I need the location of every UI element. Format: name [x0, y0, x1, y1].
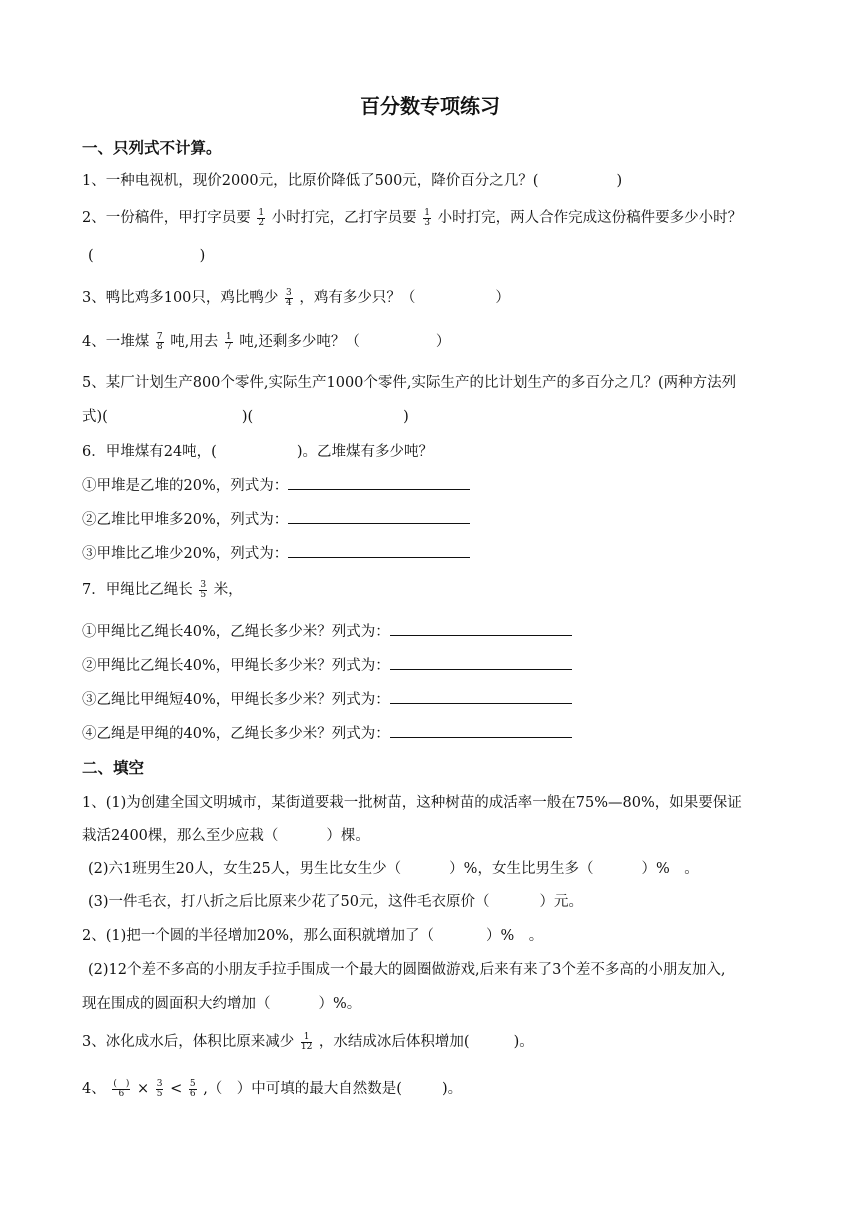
fraction: $\frac{1}{7}$	[225, 331, 232, 352]
fraction: $\frac{1}{12}$	[300, 1031, 313, 1052]
question-6-item: ③甲堆比乙堆少20%，列式为：	[82, 542, 470, 563]
fraction: $\frac{1}{2}$	[258, 207, 265, 228]
question-7-item: ③乙绳比甲绳短40%，甲绳长多少米？列式为：	[82, 688, 572, 709]
fill-1-2: (2)六1班男生20人，女生25人，男生比女生少（ ）%，女生比男生多（ ）% 。	[88, 861, 699, 877]
fraction: $\frac{3}{4}$	[286, 287, 292, 308]
answer-line	[288, 475, 470, 490]
question-7-item: ①甲绳比乙绳长40%，乙绳长多少米？列式为：	[82, 620, 572, 641]
question-6-item: ①甲堆是乙堆的20%，列式为：	[82, 474, 470, 495]
fill-2-2-line-2: 现在围成的圆面积大约增加（ ）%。	[82, 996, 362, 1012]
question-6: 6．甲堆煤有24吨，( )。乙堆煤有多少吨？	[82, 444, 433, 460]
fraction: $\frac{5}{6}$	[189, 1078, 196, 1099]
fraction: $\frac{3}{5}$	[156, 1078, 163, 1099]
fraction: $\frac{( )}{6}$	[113, 1078, 130, 1099]
fill-1-1-line-2: 栽活2400棵，那么至少应栽（ ）棵。	[82, 828, 370, 844]
answer-line	[390, 621, 572, 636]
page-title: 百分数专项练习	[360, 94, 500, 118]
answer-line	[390, 723, 572, 738]
answer-line	[390, 689, 572, 704]
fraction: $\frac{7}{8}$	[156, 331, 163, 352]
fraction: $\frac{3}{5}$	[200, 579, 207, 600]
question-3: 3、鸭比鸡多100只，鸡比鸭少 $\frac{3}{4}$ ，鸡有多少只？（ ）	[82, 287, 510, 308]
fill-2-1: 2、(1)把一个圆的半径增加20%，那么面积就增加了（ ）% 。	[82, 928, 544, 944]
question-2: 2、一份稿件，甲打字员要 $\frac{1}{2}$ 小时打完，乙打字员要 $\frac{1}{3}$ 小时打完，两人合作完成这份稿件要多少小时？	[82, 207, 743, 228]
fill-1-3: (3)一件毛衣，打八折之后比原来少花了50元，这件毛衣原价（ ）元。	[88, 894, 583, 910]
fraction: $\frac{1}{3}$	[424, 207, 431, 228]
fill-3: 3、冰化成水后，体积比原来减少 $\frac{1}{12}$ ，水结成冰后体积增加( )。	[82, 1031, 534, 1052]
answer-line	[288, 509, 470, 524]
section-2-heading: 二、填空	[82, 759, 145, 777]
question-4: 4、一堆煤 $\frac{7}{8}$ 吨,用去 $\frac{1}{7}$ 吨,还剩多少吨？（ ）	[82, 331, 451, 352]
fill-1-1-line-1: 1、(1)为创建全国文明城市，某街道要栽一批树苗，这种树苗的成活率一般在75%—80%，如果要保证	[82, 795, 742, 811]
section-1-heading: 一、只列式不计算。	[82, 139, 222, 157]
question-2-answer-paren: ( )	[88, 248, 206, 264]
answer-line	[288, 543, 470, 558]
question-7-item: ②甲绳比乙绳长40%，甲绳长多少米？列式为：	[82, 654, 572, 675]
fill-4: 4、 $\frac{( )}{6}$ × $\frac{3}{5}$ < $\frac{5}{6}$ ,（ ）中可填的最大自然数是( )。	[82, 1078, 463, 1099]
question-7-item: ④乙绳是甲绳的40%，乙绳长多少米？列式为：	[82, 722, 572, 743]
question-6-item: ②乙堆比甲堆多20%，列式为：	[82, 508, 470, 529]
fill-2-2-line-1: (2)12个差不多高的小朋友手拉手围成一个最大的圆圈做游戏,后来有来了3个差不多高的小朋友加入,	[88, 962, 726, 978]
question-1: 1、一种电视机，现价2000元，比原价降低了500元，降价百分之几？( )	[82, 173, 623, 189]
question-7: 7．甲绳比乙绳长 $\frac{3}{5}$ 米，	[82, 579, 243, 600]
question-5-line-1: 5、某厂计划生产800个零件,实际生产1000个零件,实际生产的比计划生产的多百分之几？(两种方法列	[82, 375, 737, 391]
question-5-line-2: 式)( )( )	[82, 409, 409, 425]
answer-line	[390, 655, 572, 670]
